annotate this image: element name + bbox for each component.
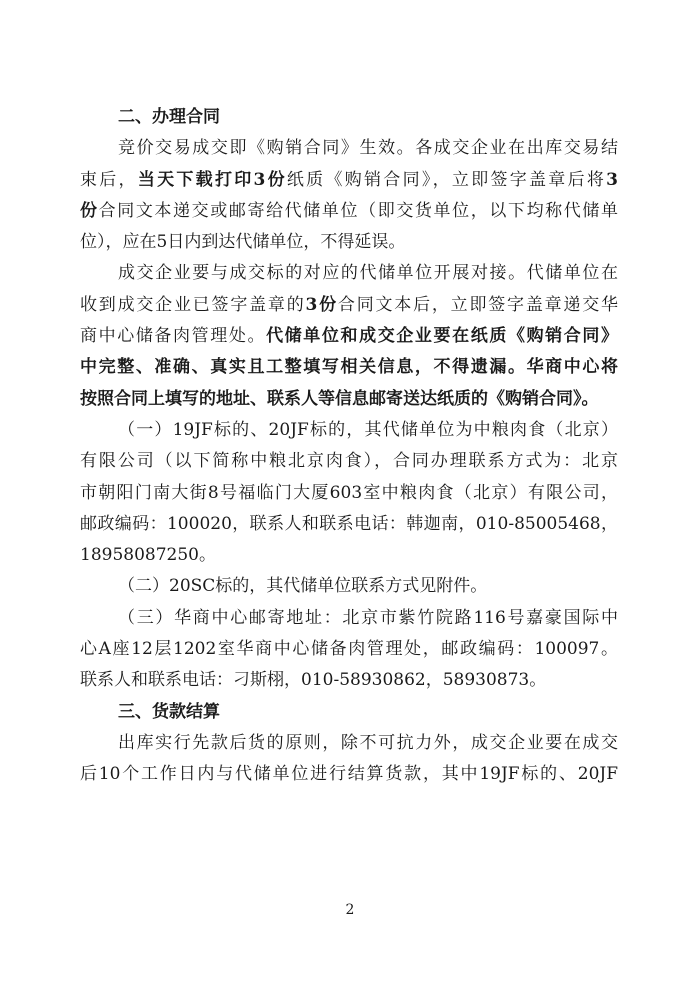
paragraph-line: （二）20SC标的，其代储单位联系方式见附件。 [118,576,488,597]
paragraph-line: （一）19JF标的、20JF标的，其代储单位为中粮肉食（北京） [118,419,618,440]
paragraph-line: （三）华商中心邮寄地址：北京市紫竹院路116号嘉豪国际中 [118,607,618,628]
section-heading-contract: 二、办理合同 [118,107,220,127]
paragraph-line: 成交企业要与成交标的对应的代储单位开展对接。代储单位在 [118,263,618,284]
bold-text: 3份 [305,294,338,315]
paragraph-line [80,352,618,383]
paragraph-line [80,321,618,352]
paragraph-line: 有限公司（以下简称中粮北京肉食），合同办理联系方式为：北京 [80,451,618,472]
paragraph-line [80,196,618,227]
paragraph-line: 后10个工作日内与代储单位进行结算货款，其中19JF标的、20JF [80,764,618,785]
paragraph-line: 心A座12层1202室华商中心储备肉管理处，邮政编码：100097。 [80,639,618,660]
bold-text: 中完整、准确、真实且工整填写相关信息，不得遗漏。华商中心将 [80,357,618,378]
bold-text: 3 [606,169,618,190]
text-span: 收到成交企业已签字盖章的 [80,294,306,315]
text-span: 束后， [80,169,138,190]
bold-text: 代储单位和成交企业要在纸质《购销合同》 [266,326,619,347]
paragraph-line: 出库实行先款后货的原则，除不可抗力外，成交企业要在成交 [118,732,618,753]
paragraph-line [80,290,618,321]
paragraph-line: 位），应在5日内到达代储单位，不得延误。 [80,232,406,253]
bold-text: 份 [80,200,99,221]
text-span: 商中心储备肉管理处。 [80,326,267,347]
paragraph-line: 联系人和联系电话：刁斯栩，010-58930862，58930873。 [80,670,547,691]
bold-text: 当天下载打印3份 [137,169,287,190]
document-body [80,102,618,791]
paragraph-line: 邮政编码：100020，联系人和联系电话：韩迦南，010-85005468， [80,513,618,534]
text-span: 合同文本后，立即签字盖章递交华 [337,294,618,315]
paragraph-line [80,384,618,415]
paragraph-line: 市朝阳门南大街8号福临门大厦603室中粮肉食（北京）有限公司， [80,482,618,503]
bold-text: 按照合同上填写的地址、联系人等信息邮寄送达纸质的《购销合同》。 [80,388,599,409]
paragraph-line: 18958087250。 [80,545,216,566]
section-heading-payment: 三、货款结算 [118,701,220,722]
page-number: 2 [345,902,355,918]
paragraph-line: 竞价交易成交即《购销合同》生效。各成交企业在出库交易结 [118,138,618,159]
paragraph-line [80,165,618,196]
text-span: 合同文本递交或邮寄给代储单位（即交货单位，以下均称代储单 [98,200,619,221]
text-span: 纸质《购销合同》，立即签字盖章后将 [286,169,607,190]
